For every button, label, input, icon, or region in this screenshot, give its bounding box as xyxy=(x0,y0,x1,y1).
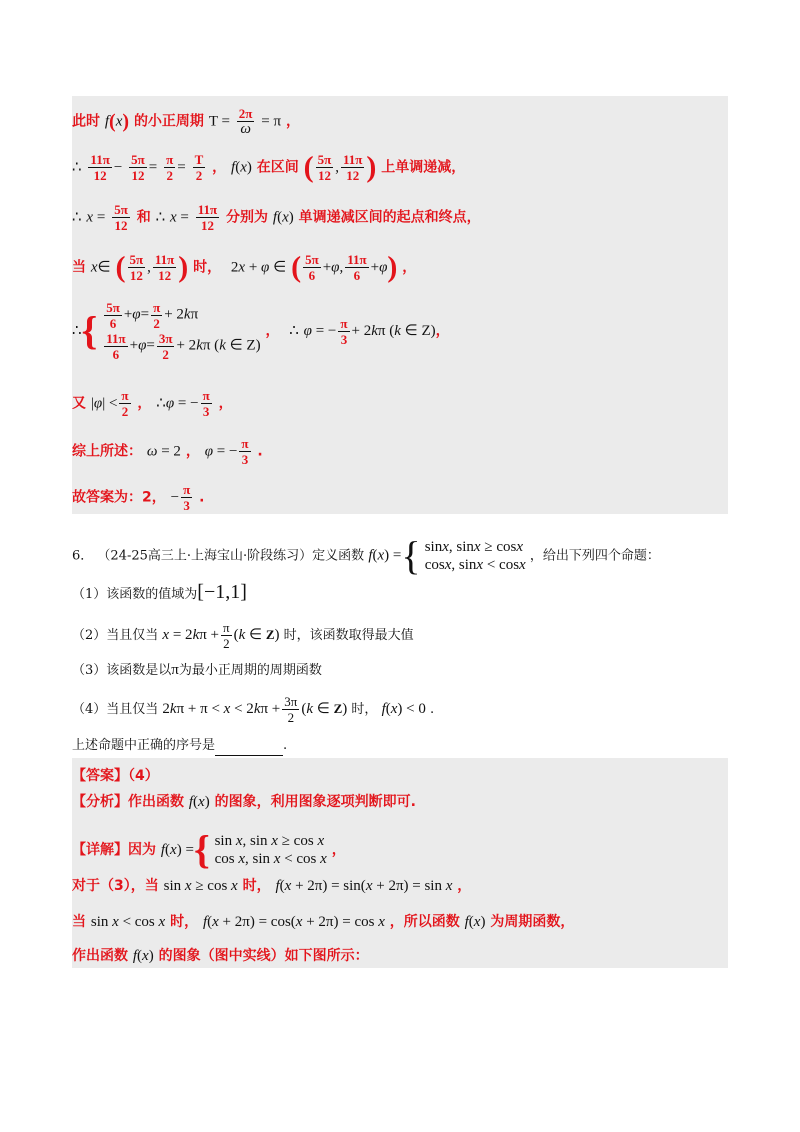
graph-line: 作出函数 f(x) 的图象（图中实线）如下图所示： xyxy=(72,948,369,964)
case-3b-line: 当 sin x < cos x 时， f(x + 2π) = cos(x + 2π) = cos x ，所以函数 f(x) 为周期函数， xyxy=(72,914,575,930)
summary-line: 综上所述： ω = 2 ， φ = − $\frac{\pi}{3}$ . xyxy=(72,436,263,467)
endpoints-line: ∴ x = $\frac{5\pi}{12}$ 和 ∴ x = $\frac{11\pi}{12}$ 分别为 f(x) 单调递减区间的起点和终点， xyxy=(72,202,481,233)
question-6-stem: 6． （24-25高三上·上海宝山·阶段练习）定义函数 f(x) ={ sinx, sinx ≥ cosx cosx, sinx < cosx ，给出下列四个命题： xyxy=(72,533,660,578)
proposition-4: （4）当且仅当 2kπ + π < x < 2kπ + $\frac{3\pi}{2}$ (k ∈ Z) 时， f(x) < 0 . xyxy=(72,694,435,725)
proposition-3: （3）该函数是以π为最小正周期的周期函数 xyxy=(72,662,322,678)
answer-line-1: 故答案为：2， − $\frac{\pi}{3}$ . xyxy=(72,482,205,513)
detail-line: 【详解】因为 f(x) ={ sin x, sin x ≥ cos x cos x, sin x < cos x ， xyxy=(72,827,346,872)
phi-range-line: 又 |φ| < $\frac{\pi}{2}$ ， ∴φ = − $\frac{\pi}{3}$ ， xyxy=(72,388,233,419)
answer-blank[interactable] xyxy=(215,741,283,756)
case-3-line: 对于（3），当 sin x ≥ cos x 时， f(x + 2π) = sin(x + 2π) = sin x ， xyxy=(72,878,472,894)
answer-label: 【答案】（4） xyxy=(72,768,159,784)
system-line: ∴{ $\frac{5\pi}{6}$ +φ= $\frac{\pi}{2}$ + 2kπ $\frac{11\pi}{6}$ +φ= $\frac{3\pi}{2}$ + 2kπ (k ∈ Z) ， ∴ φ = − $\frac{\pi}{3}$ + 2kπ (k ∈ Z)， xyxy=(72,300,450,362)
interval-line: ∴ $\frac{11\pi}{12}$ − $\frac{5\pi}{12}$ = $\frac{\pi}{2}$ = $\frac{T}{2}$ ， f(x) 在区间 ( $\frac{5\pi}{12}$ , $\frac{11\pi}{12}$ ) 上单调递减， xyxy=(72,150,466,184)
period-line: 此时 f(x) 的小正周期 T = $\frac{2\pi}{\omega}$ = π ， xyxy=(72,106,300,137)
proposition-1: （1）该函数的值域为[−1,1] xyxy=(72,581,247,603)
substitution-line: 当 x∈ ( $\frac{5\pi}{12}$ , $\frac{11\pi}{12}$ ) 时， 2x + φ ∈ ( $\frac{5\pi}{6}$ +φ, $\frac{11\pi}{6}$ +φ) ， xyxy=(72,250,417,284)
analysis-line: 【分析】作出函数 f(x) 的图象，利用图象逐项判断即可. xyxy=(72,794,416,810)
proposition-2: （2）当且仅当 x = 2kπ + $\frac{\pi}{2}$ (k ∈ Z) 时，该函数取得最大值 xyxy=(72,620,414,651)
fill-blank-prompt: 上述命题中正确的序号是 . xyxy=(72,736,287,756)
